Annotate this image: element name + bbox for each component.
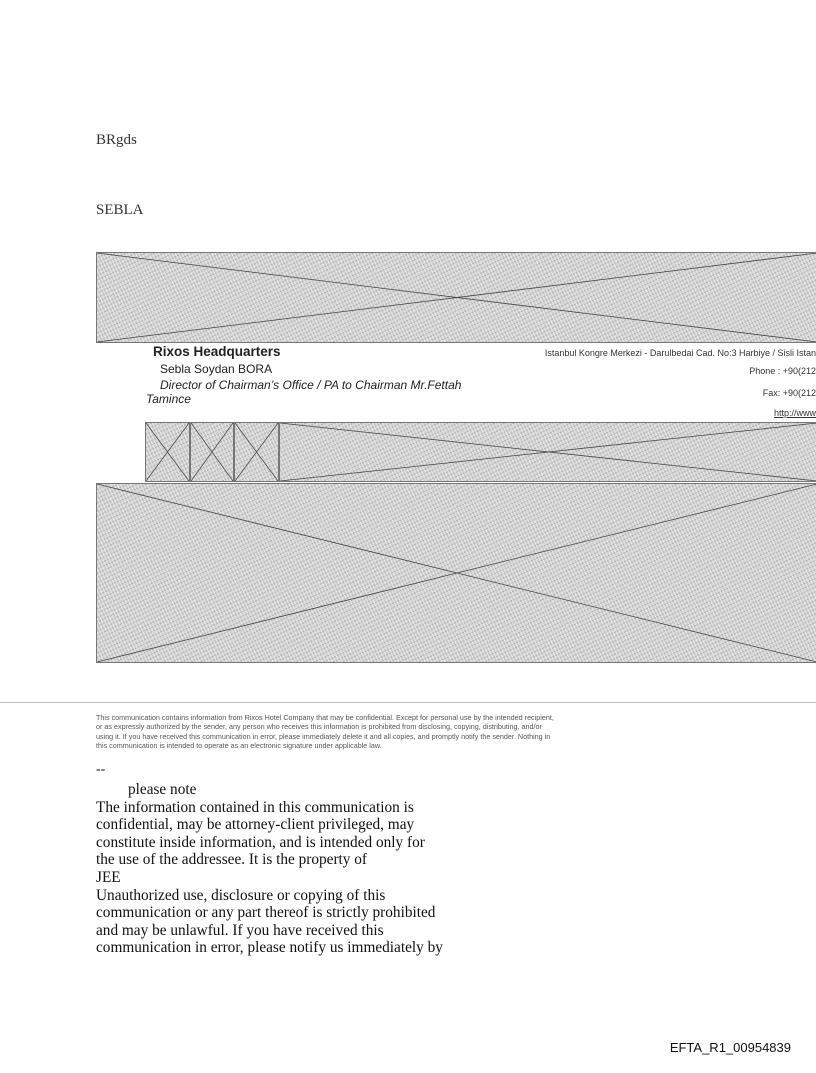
- top-banner-image: [96, 252, 816, 343]
- notice-line: communication or any part thereof is strictly prohibited: [96, 904, 436, 922]
- social-icon-image[interactable]: [190, 422, 234, 482]
- notice-line: confidential, may be attorney-client privileged, may: [96, 816, 415, 834]
- phone-text: Phone : +90(212: [749, 366, 816, 376]
- person-title-line1: Director of Chairman’s Office / PA to Chairman Mr.Fettah: [160, 378, 462, 392]
- wide-strip-image: [279, 422, 816, 482]
- greeting-text: BRgds: [96, 132, 137, 148]
- horizontal-divider: [0, 702, 816, 703]
- notice-line: communication in error, please notify us immediately by: [96, 939, 443, 957]
- notice-line: The information contained in this communication is: [96, 798, 414, 816]
- document-id: EFTA_R1_00954839: [669, 1040, 791, 1055]
- notice-line: the use of the addressee. It is the property of: [96, 851, 368, 869]
- person-title-line2: Tamince: [146, 392, 191, 406]
- notice-line: constitute inside information, and is intended only for: [96, 833, 425, 851]
- disclaimer-line: using it. If you have received this communication in error, please immediately delete it and all copies, and promptly notify the sender. Nothing in: [96, 731, 551, 741]
- disclaimer-line: this communication is intended to operate as an electronic signature under applicable law.: [96, 740, 382, 750]
- bottom-banner-image: [96, 483, 816, 663]
- notice-heading: please note: [128, 781, 197, 798]
- signature-separator: --: [96, 762, 106, 777]
- signoff-text: SEBLA: [96, 202, 144, 218]
- fax-text: Fax: +90(212: [762, 388, 816, 398]
- disclaimer-line: or as expressly authorized by the sender, any person who receives this information is prohibited from disclosing, copying, distributing, and/or: [96, 722, 542, 732]
- notice-line: JEE: [96, 868, 121, 886]
- social-icon-image[interactable]: [145, 422, 190, 482]
- disclaimer-line: This communication contains information from Rixos Hotel Company that may be confidential. Except for personal use by the intended recipient,: [96, 713, 554, 722]
- address-text: Istanbul Kongre Merkezi - Darulbedai Cad. No:3 Harbiye / Sisli Istan: [544, 348, 816, 358]
- website-link[interactable]: http://www: [773, 408, 816, 418]
- person-name: Sebla Soydan BORA: [160, 362, 273, 376]
- notice-line: Unauthorized use, disclosure or copying of this: [96, 886, 386, 904]
- social-icon-image[interactable]: [234, 422, 279, 482]
- company-name: Rixos Headquarters: [153, 344, 281, 359]
- notice-line: and may be unlawful. If you have received this: [96, 921, 384, 939]
- confidentiality-notice: [96, 781, 496, 957]
- legal-disclaimer: [96, 713, 726, 750]
